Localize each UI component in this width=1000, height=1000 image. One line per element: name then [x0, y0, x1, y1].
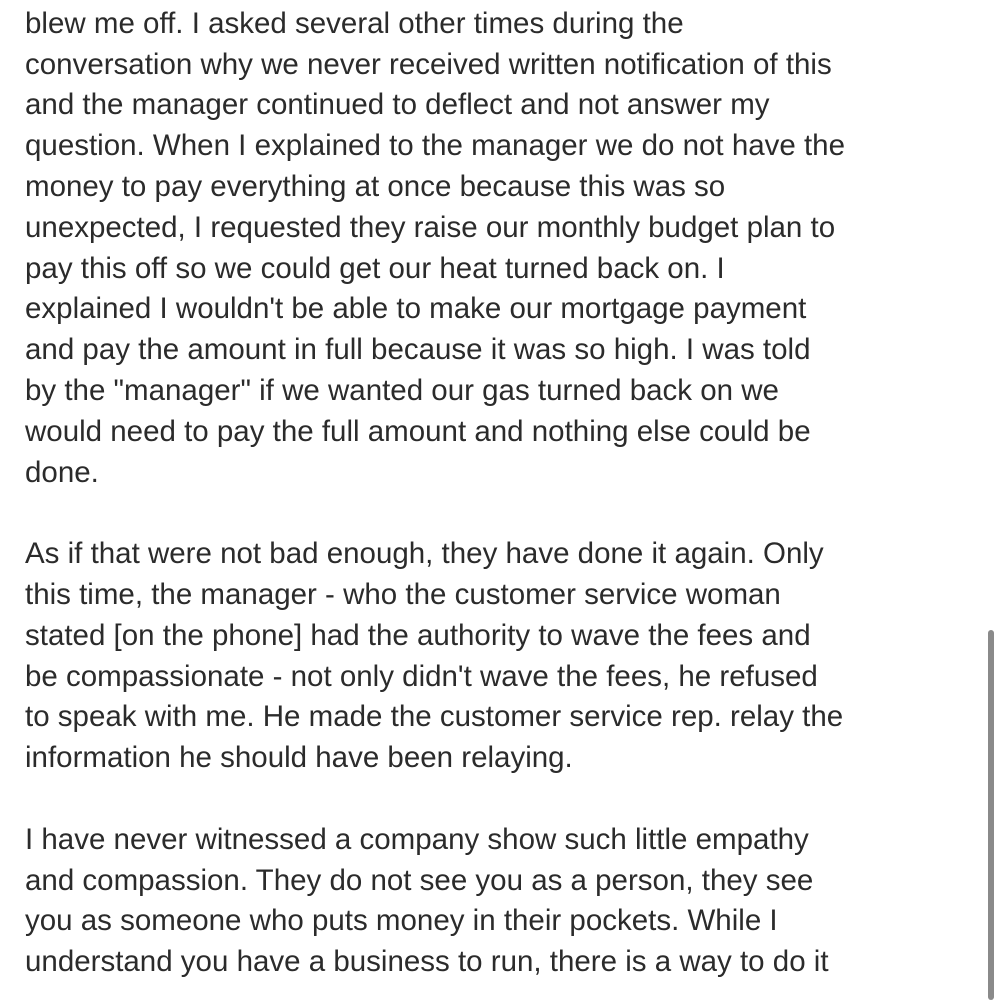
text-line: pay this off so we could get our heat turned back on. I	[25, 251, 725, 285]
article-text	[25, 0, 985, 983]
text-line: you as someone who puts money in their pockets. While I	[25, 904, 778, 938]
vertical-scrollbar-thumb[interactable]	[988, 630, 994, 1000]
paragraph-spacer	[25, 493, 985, 534]
paragraph-spacer	[25, 779, 985, 820]
text-line: done.	[25, 455, 99, 489]
text-line: to speak with me. He made the customer service rep. relay the	[25, 700, 844, 734]
text-line: by the "manager" if we wanted our gas turned back on we	[25, 373, 779, 407]
text-line: I have never witnessed a company show such little empathy	[25, 822, 809, 856]
paragraph-3	[25, 820, 985, 983]
text-line: information he should have been relaying.	[25, 741, 573, 775]
text-line: conversation why we never received written notification of this	[25, 47, 832, 81]
text-line: money to pay everything at once because this was so	[25, 169, 726, 203]
text-line: understand you have a business to run, there is a way to do it	[25, 945, 829, 979]
paragraph-1	[25, 0, 985, 493]
text-line: would need to pay the full amount and nothing else could be	[25, 414, 811, 448]
text-line: question. When I explained to the manager we do not have the	[25, 129, 845, 163]
text-line: unexpected, I requested they raise our monthly budget plan to	[25, 210, 836, 244]
text-line: explained I wouldn't be able to make our mortgage payment	[25, 292, 807, 326]
text-line: and pay the amount in full because it was so high. I was told	[25, 333, 811, 367]
text-line: be compassionate - not only didn't wave the fees, he refused	[25, 659, 818, 693]
text-line: and compassion. They do not see you as a person, they see	[25, 863, 814, 897]
paragraph-2	[25, 534, 985, 779]
text-line: blew me off. I asked several other times during the	[25, 6, 684, 40]
text-line: and the manager continued to deflect and not answer my	[25, 88, 770, 122]
text-line: this time, the manager - who the customer service woman	[25, 577, 781, 611]
text-line: stated [on the phone] had the authority to wave the fees and	[25, 618, 811, 652]
text-line: As if that were not bad enough, they have done it again. Only	[25, 537, 824, 571]
